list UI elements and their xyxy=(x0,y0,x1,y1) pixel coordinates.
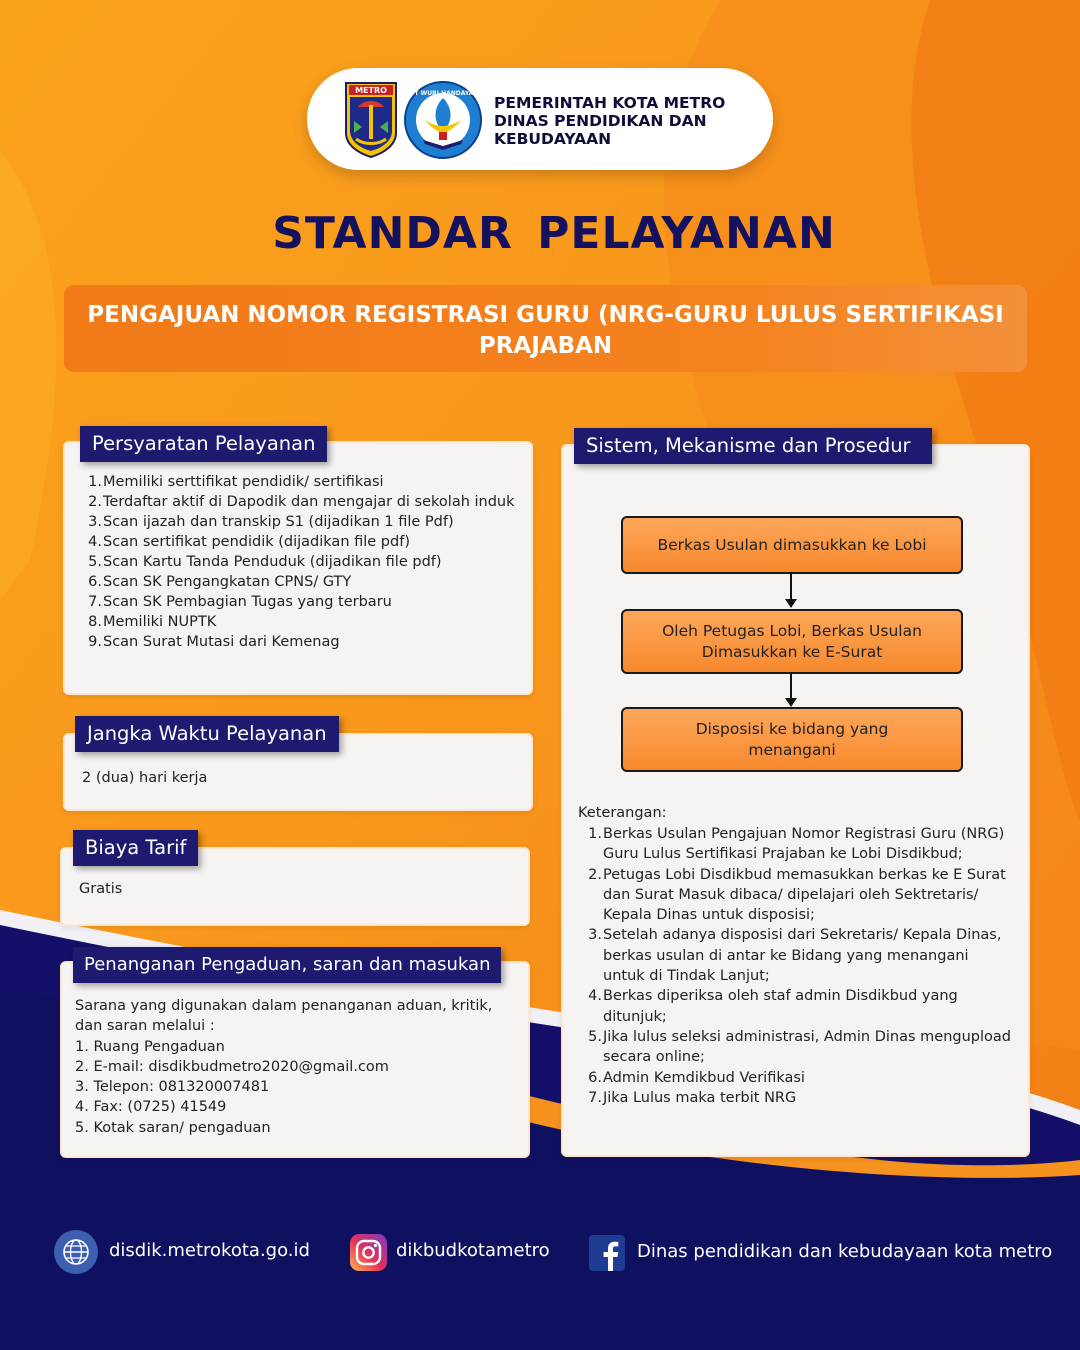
persyaratan-item-text: Scan sertifikat pendidik (dijadikan file pdf) xyxy=(103,534,410,550)
keterangan-item-number: 3. xyxy=(588,927,602,944)
jangka-waktu-label: Jangka Waktu Pelayanan xyxy=(75,716,339,752)
tutwuri-logo-label: TUT WURI HANDAYANI xyxy=(405,90,481,97)
persyaratan-item-number: 2. xyxy=(88,494,102,510)
persyaratan-item-number: 7. xyxy=(88,594,102,610)
persyaratan-item xyxy=(88,612,518,632)
keterangan-item-number: 4. xyxy=(588,988,602,1005)
pengaduan-line: 4. Fax: (0725) 41549 xyxy=(75,1099,227,1116)
pengaduan-line: 2. E-mail: disdikbudmetro2020@gmail.com xyxy=(75,1058,389,1075)
persyaratan-item xyxy=(88,552,518,572)
instagram-icon xyxy=(350,1234,387,1271)
keterangan-item-text: Admin Kemdikbud Verifikasi xyxy=(603,1069,805,1086)
flow-step-1-line-1: Berkas Usulan dimasukkan ke Lobi xyxy=(657,535,927,554)
subtitle-line-1: PENGAJUAN NOMOR REGISTRASI GURU (NRG-GURU LULUS SERTIFIKASI xyxy=(87,302,1004,328)
org-name xyxy=(494,94,764,148)
pengaduan-line: dan saran melalui : xyxy=(75,1018,215,1035)
persyaratan-item-text: Memiliki serttifikat pendidik/ sertifikasi xyxy=(103,474,384,490)
keterangan-item xyxy=(588,824,1013,865)
flow-arrow-1-icon xyxy=(785,599,797,608)
persyaratan-item-text: Scan Kartu Tanda Penduduk (dijadikan file pdf) xyxy=(103,554,442,570)
flow-arrow-1-line xyxy=(790,572,792,600)
subtitle xyxy=(64,300,1027,362)
persyaratan-item-text: Scan SK Pembagian Tugas yang terbaru xyxy=(103,594,392,610)
keterangan-item-number: 2. xyxy=(588,866,602,883)
keterangan-item-text: Berkas diperiksa oleh staf admin Disdikbud yang ditunjuk; xyxy=(603,988,958,1025)
persyaratan-item-number: 1. xyxy=(88,474,102,490)
pengaduan-line: 5. Kotak saran/ pengaduan xyxy=(75,1119,271,1136)
pengaduan-line: 1. Ruang Pengaduan xyxy=(75,1038,225,1055)
keterangan-item-text: Berkas Usulan Pengajuan Nomor Registrasi Guru (NRG) Guru Lulus Sertifikasi Prajaban ke Lobi Disdikbud; xyxy=(603,826,1005,863)
keterangan-title: Keterangan: xyxy=(578,805,667,821)
subtitle-line-2: PRAJABAN xyxy=(478,333,613,359)
persyaratan-item-text: Scan Surat Mutasi dari Kemenag xyxy=(103,634,340,650)
keterangan-item xyxy=(588,925,1013,986)
persyaratan-item xyxy=(88,532,518,552)
tutwuri-logo xyxy=(403,80,483,160)
persyaratan-item xyxy=(88,512,518,532)
persyaratan-item xyxy=(88,572,518,592)
sistem-label: Sistem, Mekanisme dan Prosedur xyxy=(574,428,932,464)
keterangan-item xyxy=(588,1068,1013,1088)
flow-step-3-line-2: menangani xyxy=(748,740,836,759)
keterangan-item xyxy=(588,1027,1013,1068)
keterangan-item xyxy=(588,986,1013,1027)
keterangan-item-number: 5. xyxy=(588,1028,602,1045)
keterangan-item-text: Jika Lulus maka terbit NRG xyxy=(603,1089,797,1106)
flow-step-2-line-2: Dimasukkan ke E-Surat xyxy=(701,642,883,661)
pengaduan-line: 3. Telepon: 081320007481 xyxy=(75,1079,270,1096)
persyaratan-item-text: Scan ijazah dan transkip S1 (dijadikan 1 file Pdf) xyxy=(103,514,454,530)
keterangan-list xyxy=(588,824,1013,1108)
persyaratan-item xyxy=(88,492,518,512)
keterangan-item-number: 1. xyxy=(588,826,602,842)
persyaratan-item-number: 9. xyxy=(88,634,102,650)
persyaratan-item xyxy=(88,632,518,652)
org-line-1: PEMERINTAH KOTA METRO xyxy=(494,94,726,112)
metro-logo-label: METRO xyxy=(355,86,387,95)
org-line-3: KEBUDAYAAN xyxy=(494,130,612,148)
footer-instagram[interactable]: dikbudkotametro xyxy=(396,1240,550,1261)
pengaduan-text xyxy=(75,996,525,1138)
keterangan-item-text: Setelah adanya disposisi dari Sekretaris/ Kepala Dinas, berkas usulan di antar ke Bidang yang menangani untuk di Tindak Lanjut; xyxy=(603,927,1002,985)
persyaratan-item-number: 3. xyxy=(88,514,102,530)
jangka-waktu-value: 2 (dua) hari kerja xyxy=(82,770,208,786)
flow-step-2-line-1: Oleh Petugas Lobi, Berkas Usulan xyxy=(662,621,922,640)
persyaratan-label: Persyaratan Pelayanan xyxy=(80,426,327,462)
persyaratan-item-text: Terdaftar aktif di Dapodik dan mengajar di sekolah induk xyxy=(103,494,515,510)
footer-facebook[interactable]: Dinas pendidikan dan kebudayaan kota metro xyxy=(637,1241,1053,1262)
persyaratan-item-number: 4. xyxy=(88,534,102,550)
persyaratan-item-text: Scan SK Pengangkatan CPNS/ GTY xyxy=(103,574,352,590)
flow-arrow-2-line xyxy=(790,672,792,699)
persyaratan-item-text: Memiliki NUPTK xyxy=(103,614,217,630)
persyaratan-item xyxy=(88,592,518,612)
persyaratan-item-number: 6. xyxy=(88,574,102,590)
facebook-icon xyxy=(589,1235,625,1271)
flow-step-2 xyxy=(621,609,963,674)
persyaratan-item-number: 5. xyxy=(88,554,102,570)
persyaratan-list xyxy=(88,472,518,652)
biaya-value: Gratis xyxy=(79,881,123,897)
persyaratan-item-number: 8. xyxy=(88,614,102,630)
keterangan-item-number: 7. xyxy=(588,1089,602,1106)
biaya-label: Biaya Tarif xyxy=(73,830,198,866)
page-title: STANDAR PELAYANAN xyxy=(272,208,836,259)
flow-step-3 xyxy=(621,707,963,772)
keterangan-item-number: 6. xyxy=(588,1069,602,1086)
keterangan-item xyxy=(588,865,1013,926)
flow-arrow-2-icon xyxy=(785,698,797,707)
flow-step-1 xyxy=(621,516,963,574)
org-line-2: DINAS PENDIDIKAN DAN xyxy=(494,112,707,130)
persyaratan-item xyxy=(88,472,518,492)
flow-step-3-line-1: Disposisi ke bidang yang xyxy=(695,719,889,738)
globe-icon xyxy=(54,1230,98,1274)
keterangan-item xyxy=(588,1088,1013,1108)
keterangan-item-text: Petugas Lobi Disdikbud memasukkan berkas ke E Surat dan Surat Masuk dibaca/ dipelajari oleh Sektretaris/ Kepala Dinas untuk disposisi; xyxy=(603,866,1006,924)
keterangan-item-text: Jika lulus seleksi administrasi, Admin Dinas mengupload secara online; xyxy=(603,1028,1011,1066)
footer-website[interactable]: disdik.metrokota.go.id xyxy=(109,1240,310,1261)
pengaduan-line: Sarana yang digunakan dalam penanganan aduan, kritik, xyxy=(75,998,493,1014)
metro-logo xyxy=(344,81,398,159)
pengaduan-label: Penanganan Pengaduan, saran dan masukan xyxy=(73,947,501,983)
